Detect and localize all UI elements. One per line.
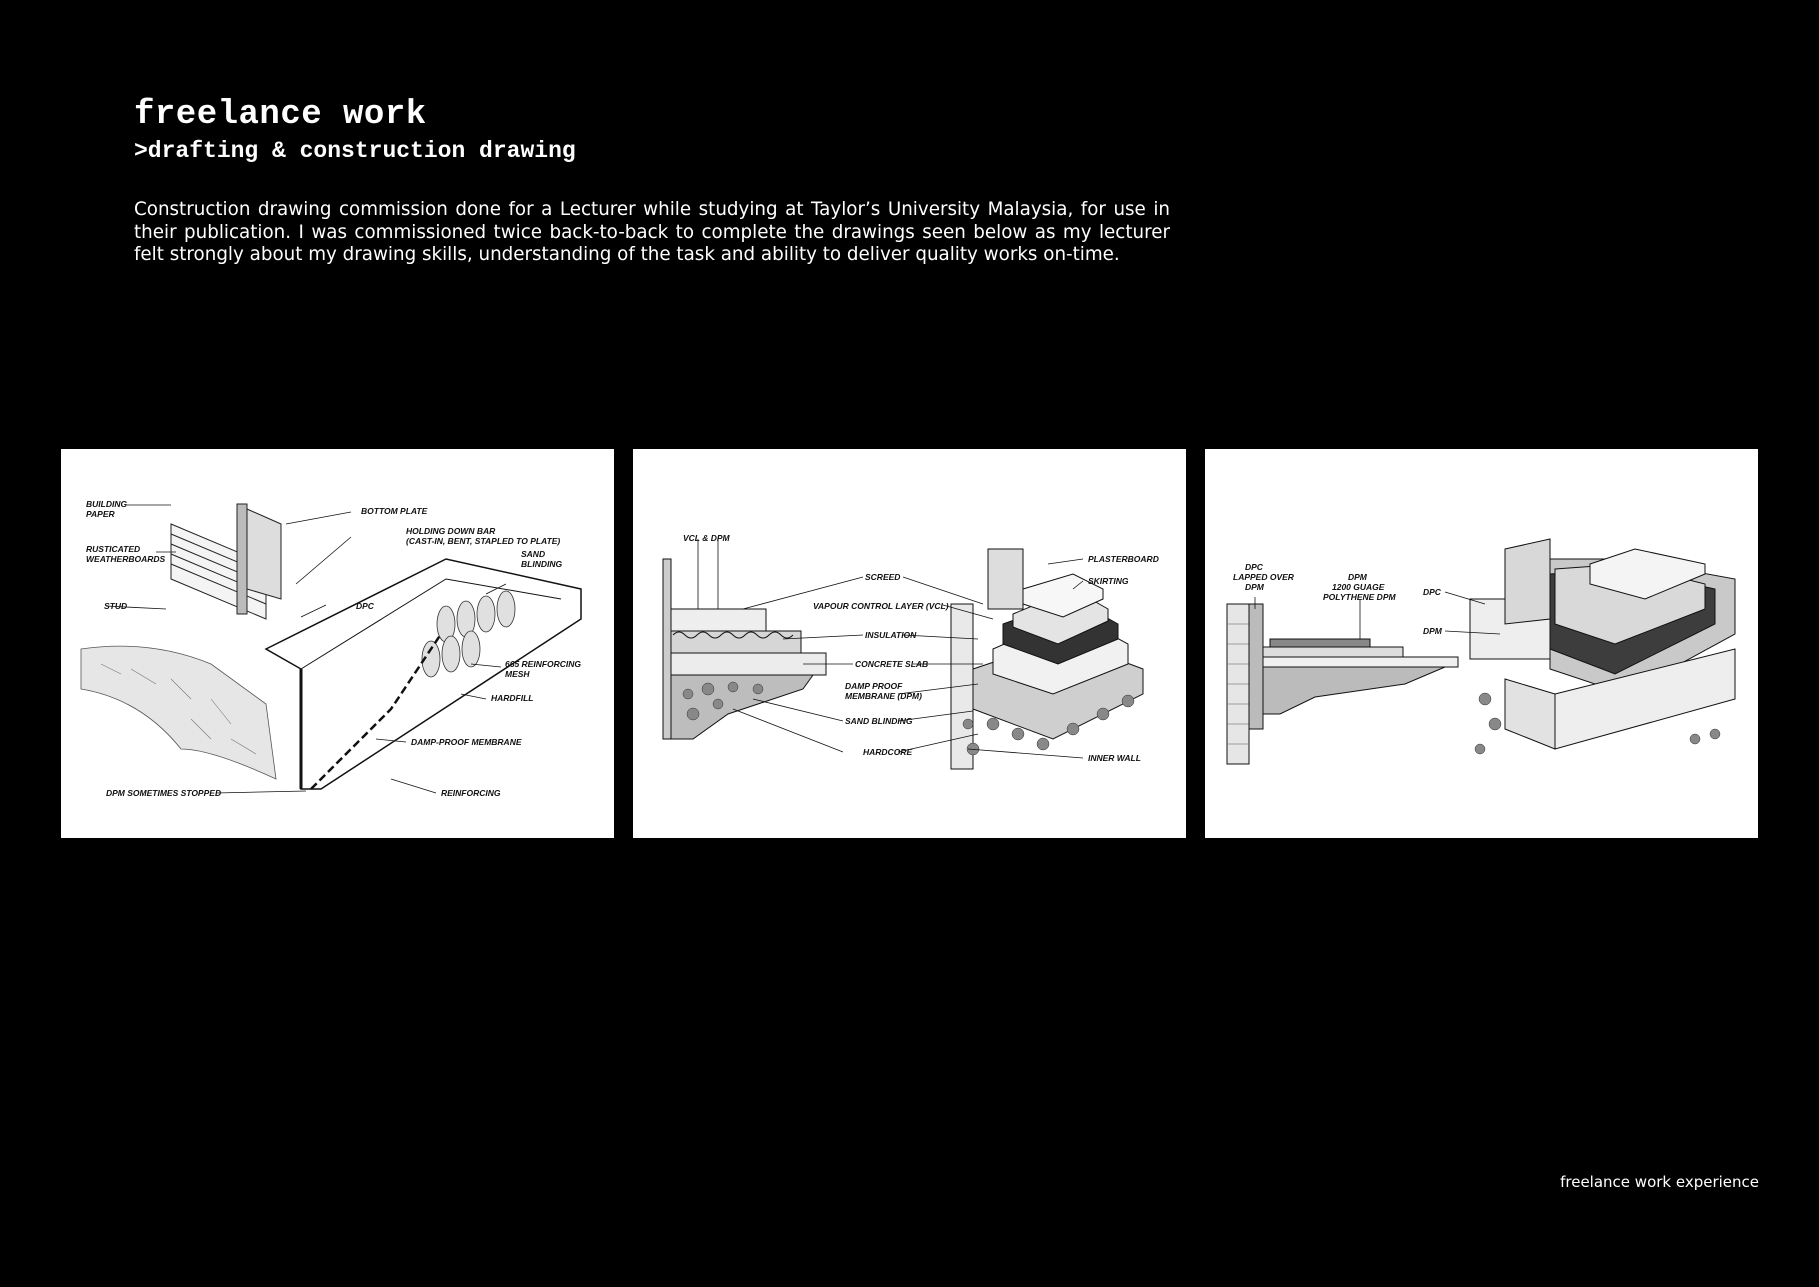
wall-footing-sketch xyxy=(61,449,614,838)
label-sand: SAND xyxy=(521,549,546,559)
label-paper: PAPER xyxy=(86,509,115,519)
label-polythene-dpm: POLYTHENE DPM xyxy=(1323,592,1396,602)
label-building: BUILDING xyxy=(86,499,128,509)
description-paragraph: Construction drawing commission done for a Lecturer while studying at Taylor’s University Malaysia, for use in their publication. I was commissioned twice back-to-back to complete the drawings seen below as my lecturer felt strongly about my drawing skills, understanding of the task and ability to deliver quality works on-time. xyxy=(134,199,1170,265)
label-insulation: INSULATION xyxy=(865,630,917,640)
label-dpc-side: DPC xyxy=(1423,587,1441,597)
label-holding-down-bar: HOLDING DOWN BAR xyxy=(406,526,496,536)
floor-buildup-sketch xyxy=(633,449,1186,838)
label-damp-proof: DAMP PROOF xyxy=(845,681,903,691)
label-sand-blinding: SAND BLINDING xyxy=(845,716,913,726)
label-membrane-dpm: MEMBRANE (DPM) xyxy=(845,691,922,701)
label-vcl: VAPOUR CONTROL LAYER (VCL) xyxy=(813,601,949,611)
label-damp-proof-membrane: DAMP-PROOF MEMBRANE xyxy=(411,737,522,747)
label-dpm-sometimes-stopped: DPM SOMETIMES STOPPED xyxy=(106,788,222,798)
label-dpc-top: DPC xyxy=(1245,562,1263,572)
label-weatherboards: WEATHERBOARDS xyxy=(86,554,166,564)
label-concrete-slab: CONCRETE SLAB xyxy=(855,659,929,669)
label-vcl-dpm: VCL & DPM xyxy=(683,533,730,543)
label-dpm-gauge: DPM xyxy=(1348,572,1367,582)
label-lapped-over: LAPPED OVER xyxy=(1233,572,1294,582)
label-skirting: SKIRTING xyxy=(1088,576,1129,586)
page-subtitle: >drafting & construction drawing xyxy=(134,138,576,164)
label-holding-down-bar-note: (CAST-IN, BENT, STAPLED TO PLATE) xyxy=(406,536,561,546)
dpc-dpm-sketch xyxy=(1205,449,1758,838)
label-dpc: DPC xyxy=(356,601,374,611)
drawing-panel-floor-buildup xyxy=(633,449,1186,838)
label-1200-gauge: 1200 GUAGE xyxy=(1332,582,1385,592)
label-hardfill: HARDFILL xyxy=(491,693,534,703)
label-blinding: BLINDING xyxy=(521,559,563,569)
label-screed: SCREED xyxy=(865,572,901,582)
label-plasterboard: PLASTERBOARD xyxy=(1088,554,1159,564)
label-bottom-plate: BOTTOM PLATE xyxy=(361,506,428,516)
label-reinforcing-mesh: 665 REINFORCING xyxy=(505,659,582,669)
label-hardcore: HARDCORE xyxy=(863,747,913,757)
drawing-panel-wall-footing xyxy=(61,449,614,838)
label-rusticated: RUSTICATED xyxy=(86,544,141,554)
label-reinforcing: REINFORCING xyxy=(441,788,501,798)
label-mesh: MESH xyxy=(505,669,530,679)
label-dpm-side: DPM xyxy=(1423,626,1442,636)
page-title: freelance work xyxy=(134,96,427,134)
footer-caption: freelance work experience xyxy=(1560,1173,1759,1191)
label-dpm-top: DPM xyxy=(1245,582,1264,592)
drawing-panel-dpc-dpm xyxy=(1205,449,1758,838)
label-stud: STUD xyxy=(104,601,128,611)
label-inner-wall: INNER WALL xyxy=(1088,753,1141,763)
